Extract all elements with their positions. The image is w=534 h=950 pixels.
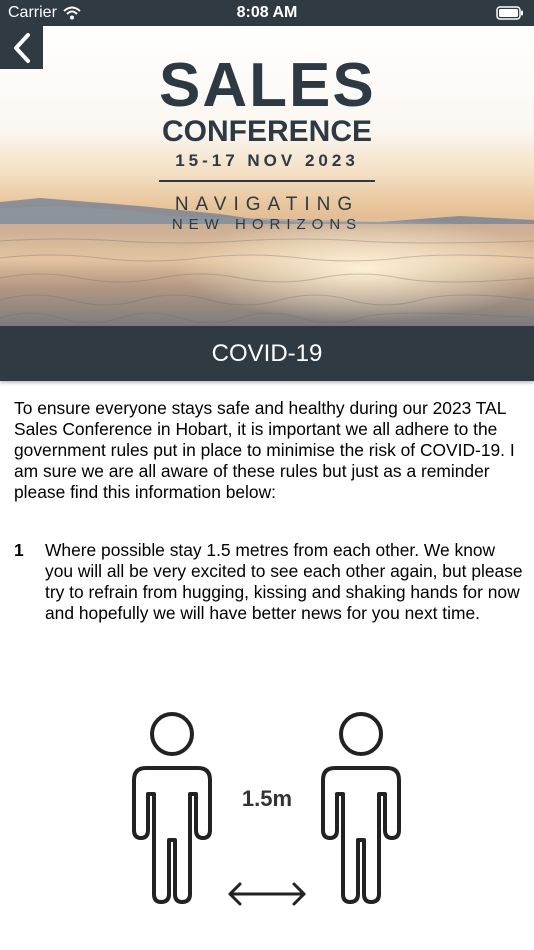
hero-dates: 15-17 NOV 2023 [175,151,359,170]
section-title: COVID-19 [211,339,323,367]
status-bar [0,0,534,26]
hero-divider [159,180,375,182]
status-time: 8:08 AM [236,4,298,21]
double-arrow-icon [230,884,304,904]
back-button[interactable] [0,26,43,69]
hero-title: SALES [159,51,376,120]
back-chevron-icon [11,32,33,64]
hero-tagline-line1: NAVIGATING [174,194,360,215]
list-item-number: 1 [14,540,24,560]
section-title-bar [0,326,534,381]
battery-icon [496,6,524,25]
hero-banner [0,26,534,326]
hero-tagline-line2: NEW HORIZONS [171,216,363,233]
distance-label: 1.5m [241,786,293,811]
social-distance-illustration [0,690,534,950]
list-item-text: Where possible stay 1.5 metres from each other. We know you will all be very excited to see each other again, but please try to refrain from hugging, kissing and shaking hands for now and hopefully we will have better news for you next time. [45,540,523,623]
list-item [14,540,524,624]
hero-subtitle: CONFERENCE [161,115,372,148]
intro-paragraph: To ensure everyone stays safe and healthy during our 2023 TAL Sales Conference in Hobart, it is important we all adhere to the government rules put in place to minimise the risk of COVID-19. I am sure we are all aware of these rules but just as a reminder please find this information below: [14,398,515,502]
hero-logo-text [159,51,376,234]
carrier-label: Carrier [8,4,57,21]
